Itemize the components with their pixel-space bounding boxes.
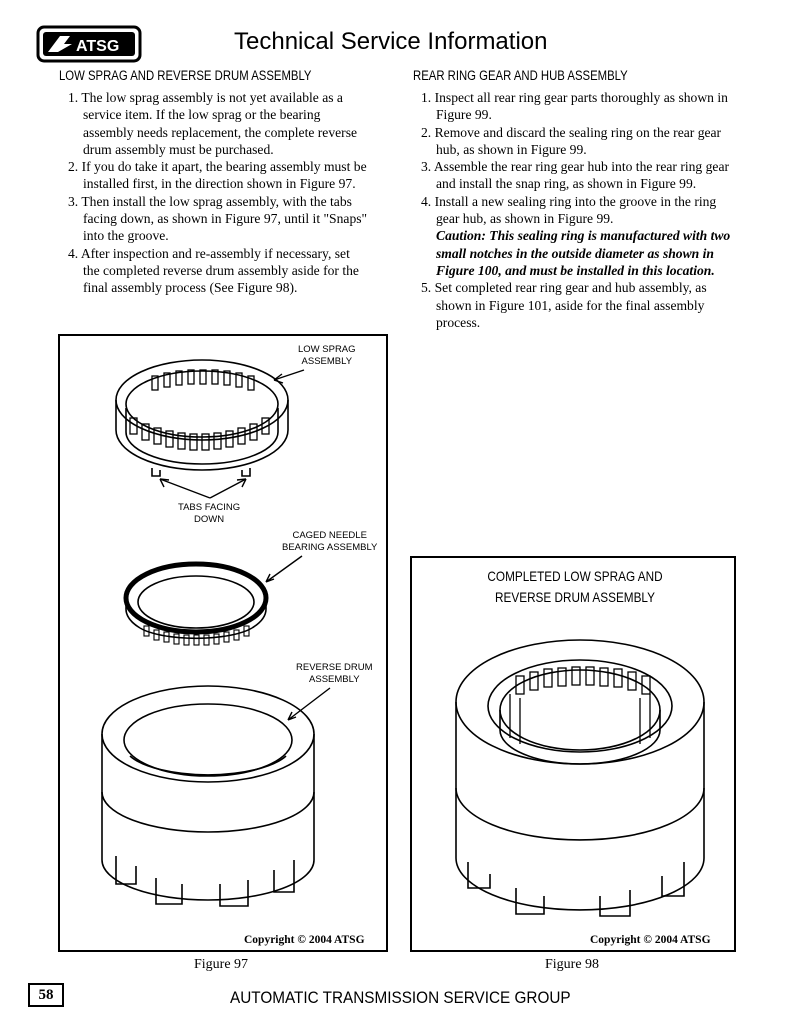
left-item-4: 4. After inspection and re-assembly if necessary, set the completed reverse drum assembly aside for the final assembly process (See Figure 98). — [68, 245, 359, 296]
figure-98-copyright: Copyright © 2004 ATSG — [590, 934, 711, 946]
label-caged-needle-bearing: CAGED NEEDLE BEARING ASSEMBLY — [282, 530, 378, 553]
atsg-logo — [36, 24, 142, 64]
label-low-sprag: LOW SPRAG ASSEMBLY — [298, 344, 356, 367]
caution-note: Caution: This sealing ring is manufactured with two small notches in the outside diameter as shown in Figure 100, and must be installed in this location. — [436, 228, 731, 278]
left-item-1: 1. The low sprag assembly is not yet available as a service item. If the low sprag or the bearing assembly needs replacement, the complete reverse drum assembly must be purchased. — [68, 90, 358, 157]
label-tabs-facing-down: TABS FACING DOWN — [178, 502, 241, 525]
right-section-text — [421, 89, 731, 331]
right-item-4: 4. Install a new sealing ring into the groove in the ring gear hub, as shown in Figure 99. — [421, 193, 717, 227]
left-item-3: 3. Then install the low sprag assembly, with the tabs facing down, as shown in Figure 97, until it "Snaps" into the groove. — [68, 193, 368, 244]
right-item-2: 2. Remove and discard the sealing ring on the rear gear hub, as shown in Figure 99. — [421, 124, 722, 157]
right-item-1: 1. Inspect all rear ring gear parts thoroughly as shown in Figure 99. — [421, 90, 728, 123]
figure-97-caption: Figure 97 — [194, 957, 249, 972]
needle-bearing-drawing — [126, 564, 266, 645]
right-item-3: 3. Assemble the rear ring gear hub into the rear ring gear and install the snap ring, as shown in Figure 99. — [421, 159, 730, 192]
figure-97-copyright: Copyright © 2004 ATSG — [244, 934, 365, 946]
left-section-heading: LOW SPRAG AND REVERSE DRUM ASSEMBLY — [59, 68, 312, 83]
right-section-heading: REAR RING GEAR AND HUB ASSEMBLY — [413, 68, 628, 83]
page-number: 58 — [28, 983, 64, 1007]
figure-98 — [410, 556, 736, 952]
right-item-5: 5. Set completed rear ring gear and hub assembly, as shown in Figure 101, aside for the final assembly process. — [421, 280, 707, 330]
label-reverse-drum: REVERSE DRUM ASSEMBLY — [296, 662, 373, 685]
logo-text: ATSG — [76, 38, 120, 55]
figure-98-illustration — [412, 558, 734, 950]
reverse-drum-drawing — [102, 686, 314, 906]
figure-97-illustration — [60, 336, 386, 950]
figure-98-heading: COMPLETED LOW SPRAG AND REVERSE DRUM ASSEMBLY — [487, 568, 663, 605]
left-section-text — [68, 89, 368, 297]
left-item-2: 2. If you do take it apart, the bearing assembly must be installed first, in the direction shown in Figure 97. — [68, 159, 367, 192]
low-sprag-drawing — [116, 360, 288, 476]
footer-text: AUTOMATIC TRANSMISSION SERVICE GROUP — [230, 988, 571, 1007]
figure-98-caption: Figure 98 — [545, 957, 600, 972]
figure-97 — [58, 334, 388, 952]
page-title: Technical Service Information — [234, 28, 548, 55]
